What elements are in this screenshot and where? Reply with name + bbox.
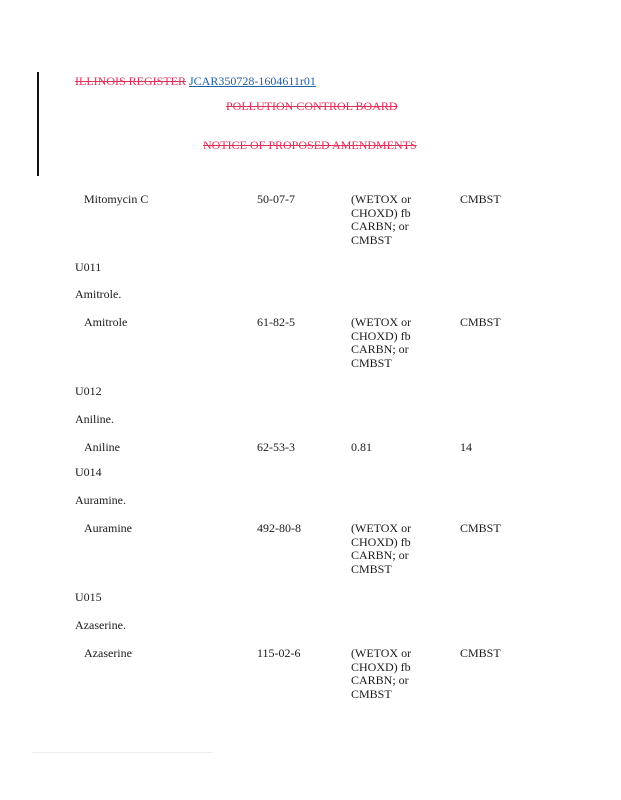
waste-constituent-name: Amitrole <box>84 315 128 329</box>
wastewater-standard: (WETOX or CHOXD) fb CARBN; or CMBST <box>351 192 412 247</box>
change-bar <box>37 72 39 176</box>
waste-group-name: Azaserine. <box>75 618 126 632</box>
waste-code: U014 <box>75 465 102 479</box>
waste-constituent-name: Azaserine <box>84 646 132 660</box>
waste-group-name: Amitrole. <box>75 287 122 301</box>
waste-code: U011 <box>75 260 102 274</box>
waste-group-name: Aniline. <box>75 412 114 426</box>
wastewater-standard: (WETOX or CHOXD) fb CARBN; or CMBST <box>351 315 412 370</box>
cas-number: 115-02-6 <box>257 646 301 660</box>
jcar-code: JCAR350728-1604611r01 <box>189 74 316 88</box>
cas-number: 61-82-5 <box>257 315 295 329</box>
cas-number: 492-80-8 <box>257 521 301 535</box>
waste-constituent-name: Mitomycin C <box>84 192 149 206</box>
register-header <box>75 74 316 88</box>
waste-code: U012 <box>75 384 102 398</box>
register-label: ILLINOIS REGISTER <box>75 74 186 88</box>
board-name: POLLUTION CONTROL BOARD <box>226 99 398 113</box>
cas-number: 62-53-3 <box>257 440 295 454</box>
cas-number: 50-07-7 <box>257 192 295 206</box>
nonwastewater-standard: CMBST <box>460 646 501 660</box>
notice-title: NOTICE OF PROPOSED AMENDMENTS <box>203 138 417 152</box>
wastewater-standard: 0.81 <box>351 440 372 454</box>
wastewater-standard: (WETOX or CHOXD) fb CARBN; or CMBST <box>351 646 412 701</box>
nonwastewater-standard: CMBST <box>460 192 501 206</box>
nonwastewater-standard: CMBST <box>460 521 501 535</box>
nonwastewater-standard: CMBST <box>460 315 501 329</box>
wastewater-standard: (WETOX or CHOXD) fb CARBN; or CMBST <box>351 521 412 576</box>
waste-code: U015 <box>75 590 102 604</box>
nonwastewater-standard: 14 <box>460 440 472 454</box>
page-footer-rule <box>32 752 212 753</box>
waste-constituent-name: Auramine <box>84 521 132 535</box>
waste-group-name: Auramine. <box>75 493 126 507</box>
waste-constituent-name: Aniline <box>84 440 120 454</box>
